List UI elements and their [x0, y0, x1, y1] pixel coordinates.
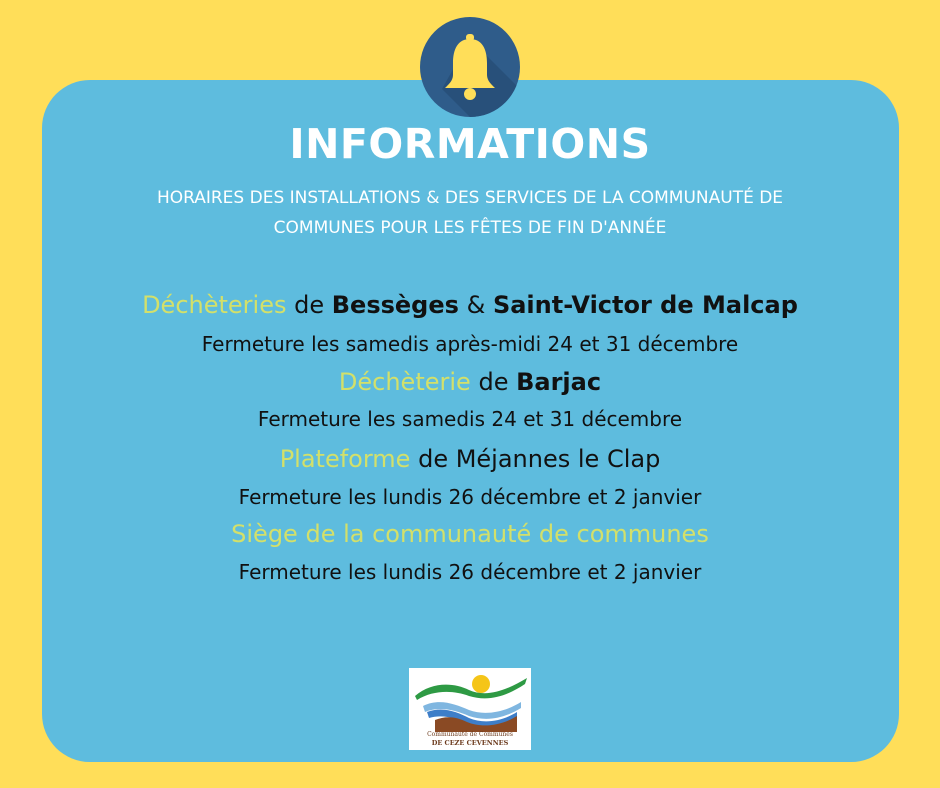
logo-emblem-icon — [409, 668, 531, 732]
bell-badge — [420, 17, 520, 117]
bell-icon — [420, 17, 520, 117]
logo-caption-line-2: DE CEZE CEVENNES — [431, 739, 509, 747]
section-label: Déchèterie — [338, 368, 471, 396]
place-name: Barjac — [516, 368, 602, 396]
ampersand: & — [466, 291, 486, 319]
section-heading-dechetteries — [0, 289, 940, 321]
section-connector: de Méjannes le Clap — [418, 445, 661, 473]
place-name: Saint-Victor de Malcap — [492, 291, 798, 319]
section-heading-siege — [0, 518, 940, 550]
section-label: Plateforme — [279, 445, 411, 473]
section-heading-dechetterie-barjac — [0, 366, 940, 398]
subtitle — [80, 183, 860, 243]
section-heading-plateforme — [0, 443, 940, 475]
place-name: Bessèges — [331, 291, 459, 319]
section-label: Siège de la communauté de communes — [231, 520, 709, 548]
page-title: INFORMATIONS — [289, 120, 651, 168]
section-detail: Fermeture les samedis après-midi 24 et 31 décembre — [201, 332, 739, 356]
section-label: Déchèteries — [142, 291, 287, 319]
community-logo — [409, 668, 531, 750]
section-connector: de — [478, 368, 509, 396]
section-connector: de — [294, 291, 325, 319]
subtitle-line-1: HORAIRES DES INSTALLATIONS & DES SERVICES DE LA COMMUNAUTÉ DE — [156, 188, 784, 208]
subtitle-line-2: COMMUNES POUR LES FÊTES DE FIN D'ANNÉE — [273, 218, 667, 238]
section-detail: Fermeture les lundis 26 décembre et 2 janvier — [238, 485, 702, 509]
section-detail: Fermeture les lundis 26 décembre et 2 janvier — [238, 560, 702, 584]
logo-caption-line-1: Communauté de Communes — [427, 731, 513, 738]
section-detail: Fermeture les samedis 24 et 31 décembre — [257, 407, 683, 431]
